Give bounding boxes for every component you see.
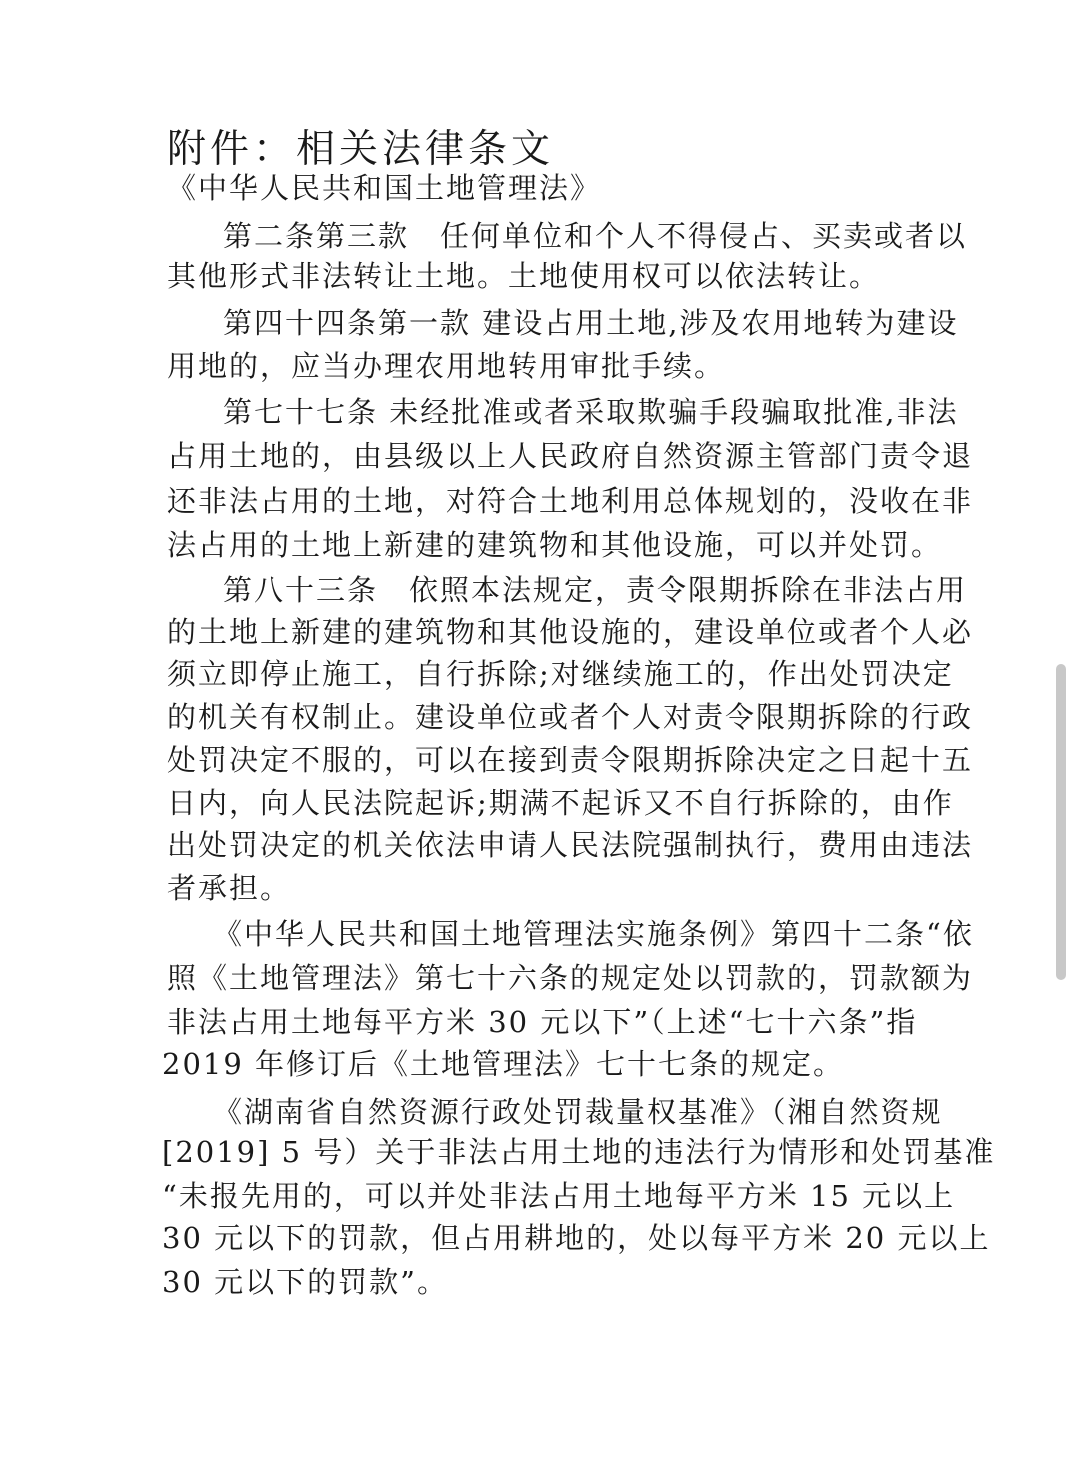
text-line: 出处罚决定的机关依法申请人民法院强制执行，费用由违法	[167, 828, 974, 862]
text-line: 2019 年修订后《土地管理法》七十七条的规定。	[162, 1047, 845, 1081]
text-line: 30 元以下的罚款，但占用耕地的，处以每平方米 20 元以上	[162, 1221, 991, 1255]
text-line: 第四十四条第一款 建设占用土地,涉及农用地转为建设	[223, 306, 959, 340]
document-title: 附件：相关法律条文	[167, 127, 555, 172]
text-line: 《中华人民共和国土地管理法实施条例》第四十二条“依	[213, 917, 974, 951]
text-line: 用地的，应当办理农用地转用审批手续。	[167, 349, 726, 383]
text-line: 的机关有权制止。建设单位或者个人对责令限期拆除的行政	[167, 700, 974, 734]
text-line: 占用土地的，由县级以上人民政府自然资源主管部门责令退	[167, 439, 974, 473]
text-line: [2019] 5 号）关于非法占用土地的违法行为情形和处罚基准	[162, 1135, 996, 1169]
text-line: 法占用的土地上新建的建筑物和其他设施，可以并处罚。	[167, 528, 943, 562]
text-line: 其他形式非法转让土地。土地使用权可以依法转让。	[167, 259, 881, 293]
text-line: 非法占用土地每平方米 30 元以下”（上述“七十六条”指	[167, 1005, 918, 1039]
text-line: 《湖南省自然资源行政处罚裁量权基准》（湘自然资规	[213, 1095, 943, 1129]
text-line: 第二条第三款 任何单位和个人不得侵占、买卖或者以	[223, 219, 968, 253]
text-line: 日内，向人民法院起诉;期满不起诉又不自行拆除的，由作	[167, 786, 954, 820]
text-line: 处罚决定不服的，可以在接到责令限期拆除决定之日起十五	[167, 743, 974, 777]
text-line: 第七十七条 未经批准或者采取欺骗手段骗取批准,非法	[223, 395, 959, 429]
text-line: 30 元以下的罚款”。	[162, 1265, 448, 1299]
law-name-land-management: 《中华人民共和国土地管理法》	[167, 171, 602, 205]
text-line: 须立即停止施工，自行拆除;对继续施工的，作出处罚决定	[167, 657, 954, 691]
text-line: 第八十三条 依照本法规定，责令限期拆除在非法占用	[223, 573, 968, 607]
text-line: 照《土地管理法》第七十六条的规定处以罚款的，罚款额为	[167, 961, 974, 995]
text-line: 还非法占用的土地，对符合土地利用总体规划的，没收在非	[167, 484, 974, 518]
text-line: 者承担。	[167, 871, 292, 905]
text-line: “未报先用的，可以并处非法占用土地每平方米 15 元以上	[162, 1179, 956, 1213]
vertical-scrollbar[interactable]	[1056, 664, 1066, 980]
text-line: 的土地上新建的建筑物和其他设施的，建设单位或者个人必	[167, 615, 974, 649]
